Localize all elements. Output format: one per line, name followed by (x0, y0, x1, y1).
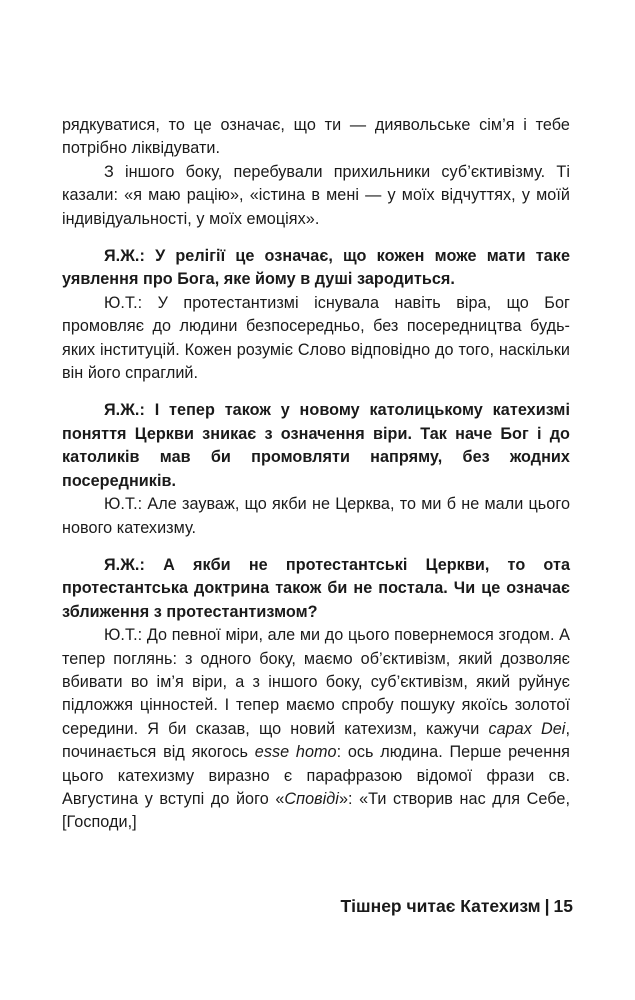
text-run: »: «Ти створив нас для Себе, [Господи,] (62, 789, 570, 832)
paragraph: Ю.Т.: Але зауваж, що якби не Церква, то ми б не мали цього нового катехизму. (62, 495, 570, 537)
question-paragraph: Я.Ж.: У релігії це означає, що кожен може мати таке уявлення про Бога, яке йому в душі зародиться. (62, 247, 570, 289)
page-body (62, 114, 570, 835)
italic-term: capax Dei (488, 719, 566, 738)
page-number: 15 (553, 896, 573, 916)
question-paragraph: Я.Ж.: А якби не протестантські Церкви, то ота протестантська доктрина також би не постала. Чи це означає зближення з протестантизмом? (62, 555, 570, 621)
running-footer (340, 896, 573, 917)
question-paragraph: Я.Ж.: І тепер також у новому католицькому катехизмі поняття Церкви зникає з означення віри. Так наче Бог і до католиків мав би промовляти напряму, без жодних посередників. (62, 401, 570, 490)
italic-term: esse homo (254, 743, 337, 762)
text-run: Ю.Т.: До певної міри, але ми до цього повернемося згодом. А тепер поглянь: з одного боку, маємо об’єктивізм, який дозволяє вбивати во ім’я віри, а з іншого боку, суб’єктивізм, який руйнує підложжя цінностей. І тепер маємо спробу пошуку якоїсь золотої середини. Я би сказав, що новий катехизм, кажучи (62, 626, 570, 738)
footer-separator: | (544, 896, 550, 916)
paragraph: З іншого боку, перебували прихильники суб’єктивізму. Ті казали: «я маю рацію», «істина в мені — у моїх відчуттях, у моїй індивідуальності, у моїх емоціях». (62, 162, 570, 228)
paragraph: рядкуватися, то це означає, що ти — диявольське сім’я і тебе потрібно ліквідувати. (62, 116, 570, 158)
text-run: : ось людина. Перше речення цього катехизму виразно є парафразою відомої фрази св. Августина у вступі до його « (62, 743, 570, 808)
paragraph: Ю.Т.: У протестантизмі існувала навіть віра, що Бог промовляє до людини безпосередньо, без посередництва будь-яких інституцій. Кожен розуміє Слово відповідно до того, наскільки він його спраглий. (62, 293, 570, 383)
paragraph (62, 624, 570, 835)
book-title: Тішнер читає Катехизм (340, 896, 541, 916)
text-run: , починається від якогось (62, 719, 570, 762)
italic-term: Сповіді (284, 789, 339, 808)
